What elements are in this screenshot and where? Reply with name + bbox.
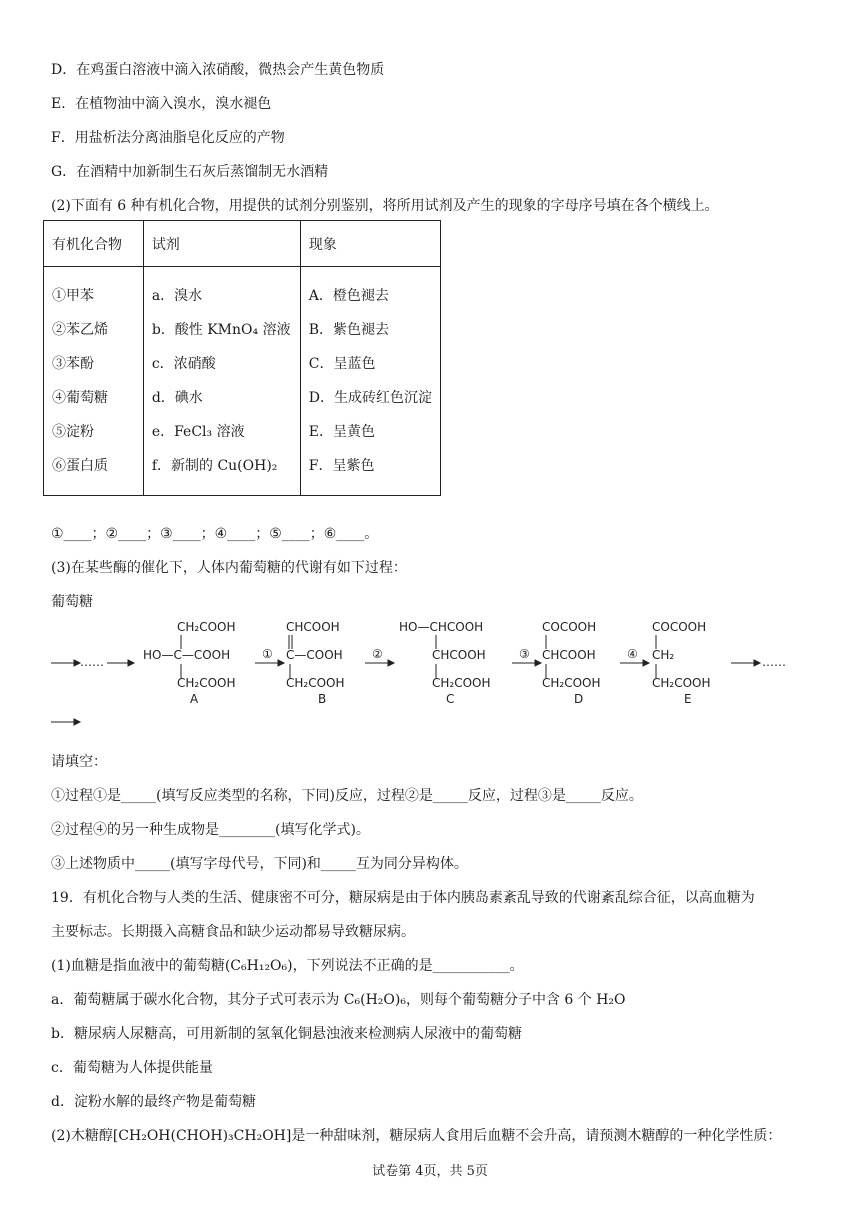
- phenomenon-item: B．紫色褪去: [308, 322, 390, 338]
- q19-option-d: d．淀粉水解的最终产物是葡萄糖: [51, 1094, 256, 1110]
- option-g: G．在酒精中加新制生石灰后蒸馏制无水酒精: [51, 164, 329, 180]
- compound-c-top: HO—CHCOOH: [399, 620, 484, 634]
- reagent-item: a．溴水: [151, 288, 203, 304]
- compound-d-label: D: [574, 692, 584, 706]
- compound-d-middle: CHCOOH: [542, 648, 596, 662]
- option-e: E．在植物油中滴入溴水，溴水褪色: [51, 96, 272, 112]
- compound-item: ④葡萄糖: [52, 390, 108, 406]
- q3-item-3: ③上述物质中_____(填写字母代号，下同)和_____互为同分异构体。: [51, 856, 468, 872]
- header-phenomenon: 现象: [300, 221, 440, 267]
- step-3-label: ③: [519, 647, 530, 661]
- compound-a-bottom: CH₂COOH: [177, 676, 236, 690]
- scheme-end-dots: ……: [762, 655, 786, 669]
- reagent-item: f．新制的 Cu(OH)₂: [151, 458, 278, 474]
- compound-a-label: A: [190, 692, 199, 706]
- phenomenon-item: A．橙色褪去: [308, 288, 389, 304]
- header-reagent: 试剂: [143, 221, 300, 267]
- compound-e-top: COCOOH: [652, 620, 707, 634]
- compound-c-label: C: [446, 692, 455, 706]
- phenomenon-item: D．生成砖红色沉淀: [308, 390, 432, 406]
- compound-item: ②苯乙烯: [52, 322, 108, 338]
- compound-b-bottom: CH₂COOH: [286, 676, 345, 690]
- compound-b-top: CHCOOH: [286, 620, 340, 634]
- q19-part1: (1)血糖是指血液中的葡萄糖(C₆H₁₂O₆)，下列说法不正确的是___________。: [51, 958, 524, 974]
- compound-e-label: E: [684, 692, 692, 706]
- fill-prompt: 请填空：: [51, 754, 107, 770]
- phenomenon-column: [300, 267, 440, 496]
- phenomenon-item: C．呈蓝色: [308, 356, 376, 372]
- step-4-label: ④: [627, 647, 638, 661]
- compound-e-bottom: CH₂COOH: [652, 676, 711, 690]
- compound-d-top: COCOOH: [542, 620, 597, 634]
- step-1-label: ①: [262, 647, 273, 661]
- phenomenon-item: F．呈紫色: [308, 458, 375, 474]
- glucose-label: 葡萄糖: [51, 594, 93, 610]
- reagent-item: c．浓硝酸: [151, 356, 216, 372]
- scheme-start-dots: ……: [80, 655, 104, 669]
- option-f: F．用盐析法分离油脂皂化反应的产物: [51, 130, 285, 146]
- compound-item: ⑥蛋白质: [52, 458, 108, 474]
- compound-b-label: B: [318, 692, 327, 706]
- reagent-column: [143, 267, 300, 496]
- step-2-label: ②: [372, 647, 383, 661]
- q19-text-line1: 19．有机化合物与人类的生活、健康密不可分，糖尿病是由于体内胰岛素紊乱导致的代谢紊乱综合征，以高血糖为: [51, 890, 755, 906]
- header-compound: 有机化合物: [44, 221, 144, 267]
- compound-e-middle: CH₂: [652, 648, 675, 662]
- compound-item: ⑤淀粉: [52, 424, 94, 440]
- q19-part2: (2)木糖醇[CH₂OH(CHOH)₃CH₂OH]是一种甜味剂，糖尿病人食用后血糖不会升高，请预测木糖醇的一种化学性质：: [51, 1128, 782, 1144]
- q3-item-2: ②过程④的另一种生成物是________(填写化学式)。: [51, 822, 370, 838]
- option-d: D．在鸡蛋白溶液中滴入浓硝酸，微热会产生黄色物质: [51, 62, 385, 78]
- page-footer: 试卷第 4页，共 5页: [372, 1164, 488, 1179]
- part2-intro: (2)下面有 6 种有机化合物，用提供的试剂分别鉴别，将所用试剂及产生的现象的字母序号填在各个横线上。: [51, 198, 719, 214]
- q3-item-1: ①过程①是_____(填写反应类型的名称，下同)反应，过程②是_____反应，过程③是_____反应。: [51, 788, 643, 804]
- q19-text-line2: 主要标志。长期摄入高糖食品和缺少运动都易导致糖尿病。: [51, 924, 415, 940]
- q19-option-a: a．葡萄糖属于碳水化合物，其分子式可表示为 C₆(H₂O)₆，则每个葡萄糖分子中含 6 个 H₂O: [51, 992, 626, 1008]
- compound-b-middle: C—COOH: [286, 648, 343, 662]
- part3-intro: (3)在某些酶的催化下，人体内葡萄糖的代谢有如下过程：: [51, 560, 407, 576]
- compound-column: [44, 267, 144, 496]
- q19-option-c: c．葡萄糖为人体提供能量: [51, 1060, 213, 1076]
- compound-item: ③苯酚: [52, 356, 94, 372]
- compound-a-middle: HO—C—COOH: [143, 648, 231, 662]
- reagent-item: e．FeCl₃ 溶液: [151, 424, 245, 440]
- compound-item: ①甲苯: [52, 288, 94, 304]
- reagent-table: [43, 220, 441, 496]
- phenomenon-item: E．呈黄色: [308, 424, 375, 440]
- compound-c-bottom: CH₂COOH: [432, 676, 491, 690]
- compound-d-bottom: CH₂COOH: [542, 676, 601, 690]
- reagent-item: b．酸性 KMnO₄ 溶液: [151, 322, 291, 338]
- reagent-item: d．碘水: [151, 390, 203, 406]
- q19-option-b: b．糖尿病人尿糖高，可用新制的氢氧化铜悬浊液来检测病人尿液中的葡萄糖: [51, 1026, 522, 1042]
- compound-c-middle: CHCOOH: [432, 648, 486, 662]
- compound-a-top: CH₂COOH: [177, 620, 236, 634]
- answer-line: ①____；②____；③____；④____；⑤____；⑥____。: [51, 526, 379, 542]
